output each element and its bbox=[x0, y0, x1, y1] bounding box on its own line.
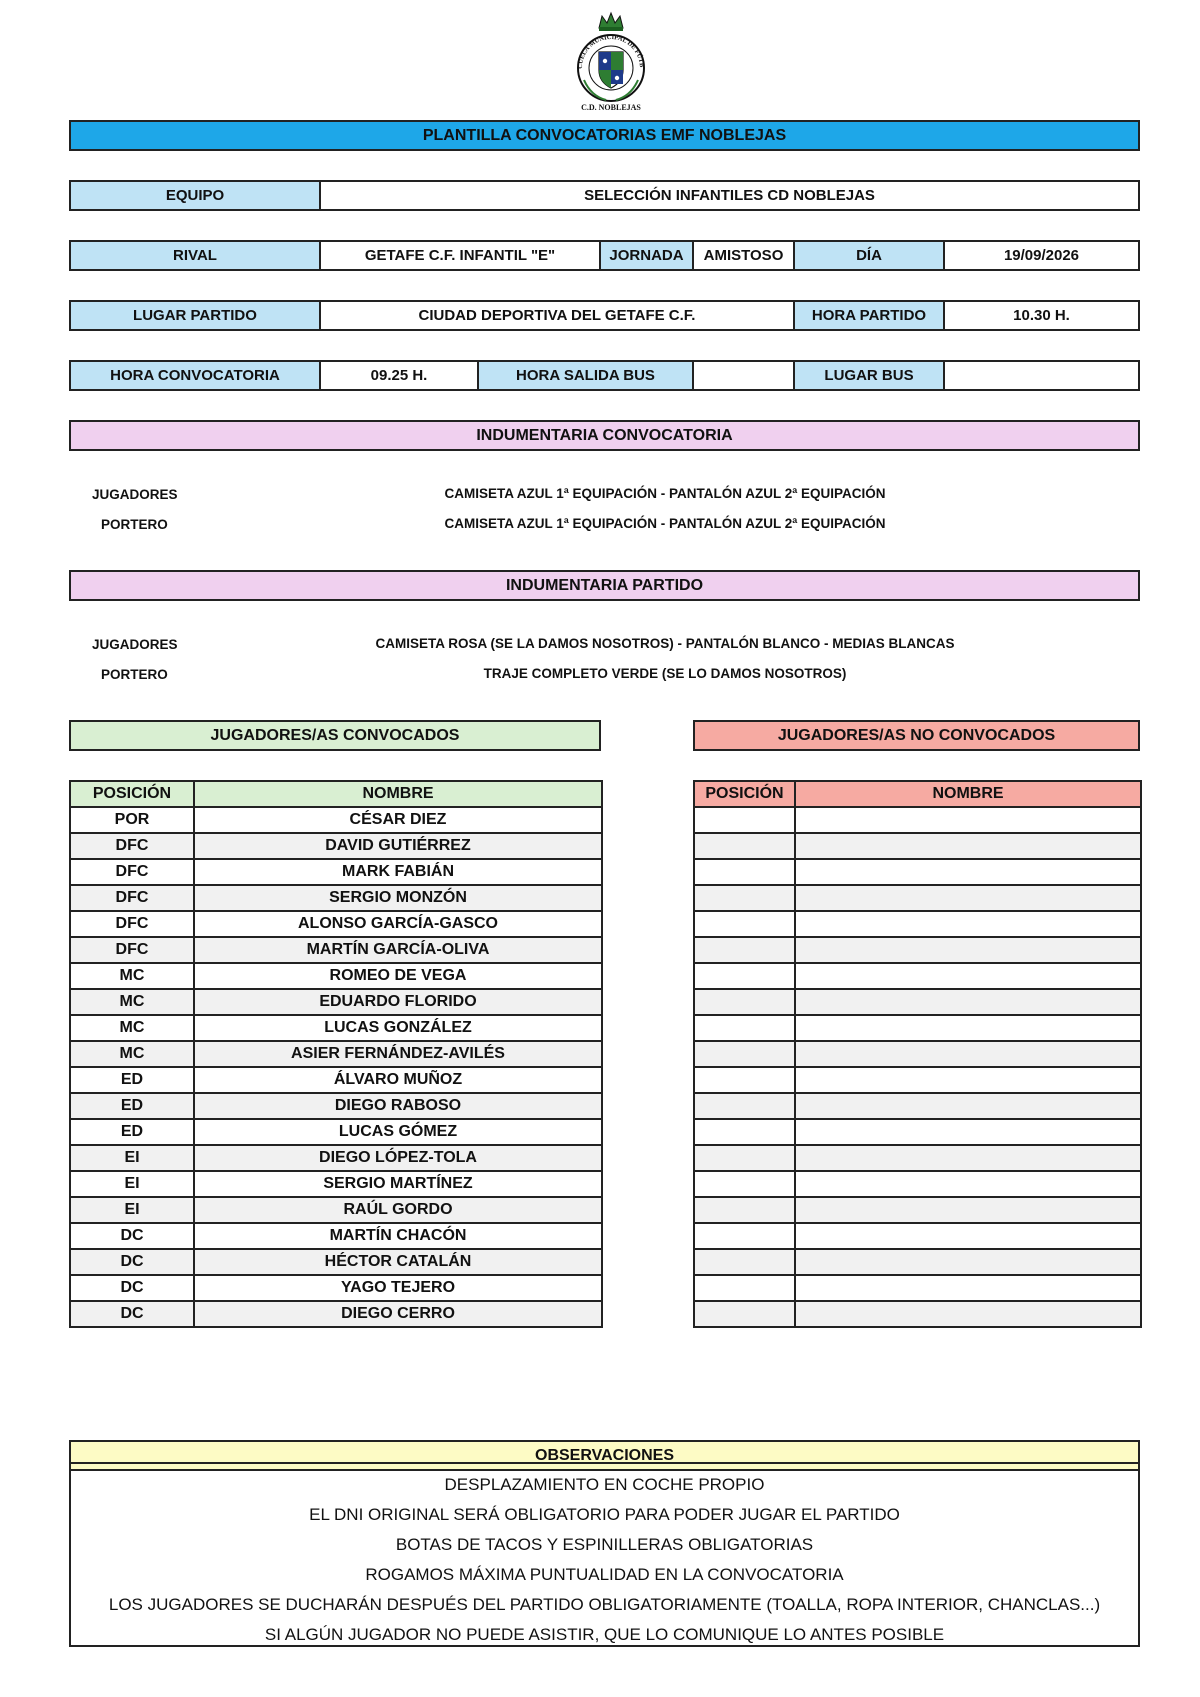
player-name-cell bbox=[795, 1145, 1141, 1171]
table-row bbox=[694, 1275, 1141, 1301]
position-cell: ED bbox=[70, 1067, 194, 1093]
team-label bbox=[69, 180, 321, 211]
table-row bbox=[694, 911, 1141, 937]
player-name-cell: RAÚL GORDO bbox=[194, 1197, 602, 1223]
player-name-cell: SERGIO MONZÓN bbox=[194, 885, 602, 911]
player-name-cell bbox=[795, 1249, 1141, 1275]
position-cell: EI bbox=[70, 1197, 194, 1223]
kit-match-title: INDUMENTARIA PARTIDO bbox=[505, 576, 704, 594]
table-row bbox=[694, 963, 1141, 989]
table-row bbox=[70, 963, 602, 989]
player-name-cell: HÉCTOR CATALÁN bbox=[194, 1249, 602, 1275]
table-row bbox=[70, 1301, 602, 1327]
kit-call-players-label: JUGADORES bbox=[92, 487, 178, 502]
kit-call-header bbox=[69, 420, 1140, 451]
lugar-bus-value bbox=[943, 360, 1140, 391]
player-name-cell: DIEGO LÓPEZ-TOLA bbox=[194, 1145, 602, 1171]
position-cell bbox=[694, 1223, 795, 1249]
observation-line: ROGAMOS MÁXIMA PUNTUALIDAD EN LA CONVOCATORIA bbox=[365, 1565, 844, 1584]
hora-partido-label-text: HORA PARTIDO bbox=[811, 307, 927, 324]
position-cell bbox=[694, 963, 795, 989]
player-name-cell bbox=[795, 807, 1141, 833]
kit-match-players-label: JUGADORES bbox=[92, 637, 178, 652]
player-name-cell: EDUARDO FLORIDO bbox=[194, 989, 602, 1015]
team-value bbox=[319, 180, 1140, 211]
jornada-label bbox=[599, 240, 694, 271]
not-called-title: JUGADORES/AS NO CONVOCADOS bbox=[777, 726, 1056, 744]
rival-value bbox=[319, 240, 601, 271]
hora-salida-bus-value bbox=[692, 360, 795, 391]
table-row bbox=[694, 1301, 1141, 1327]
position-cell: DFC bbox=[70, 859, 194, 885]
position-cell bbox=[694, 859, 795, 885]
table-row bbox=[70, 885, 602, 911]
position-cell: DFC bbox=[70, 911, 194, 937]
position-cell bbox=[694, 1197, 795, 1223]
lugar-bus-label bbox=[793, 360, 945, 391]
player-name-cell: MARTÍN CHACÓN bbox=[194, 1223, 602, 1249]
position-cell bbox=[694, 1275, 795, 1301]
table-row bbox=[70, 1067, 602, 1093]
position-cell bbox=[694, 1171, 795, 1197]
logo-club-name: C.D. NOBLEJAS bbox=[581, 103, 641, 112]
table-row bbox=[70, 807, 602, 833]
position-cell: MC bbox=[70, 963, 194, 989]
observations-title: OBSERVACIONES bbox=[535, 1446, 674, 1464]
jornada-value bbox=[692, 240, 795, 271]
player-name-cell: SERGIO MARTÍNEZ bbox=[194, 1171, 602, 1197]
table-row bbox=[694, 833, 1141, 859]
player-name-cell bbox=[795, 1041, 1141, 1067]
table-row bbox=[694, 1119, 1141, 1145]
called-table bbox=[69, 780, 603, 1328]
position-cell: MC bbox=[70, 1015, 194, 1041]
position-cell bbox=[694, 1301, 795, 1327]
table-row bbox=[694, 1015, 1141, 1041]
table-row bbox=[70, 1119, 602, 1145]
rival-value-text: GETAFE C.F. INFANTIL "E" bbox=[364, 247, 556, 264]
hora-salida-bus-label bbox=[477, 360, 694, 391]
column-header-position: POSICIÓN bbox=[694, 781, 795, 807]
observations-box bbox=[69, 1462, 1140, 1647]
player-name-cell: DIEGO RABOSO bbox=[194, 1093, 602, 1119]
player-name-cell bbox=[795, 963, 1141, 989]
table-row bbox=[694, 1145, 1141, 1171]
position-cell bbox=[694, 1015, 795, 1041]
kit-match-gk-value: TRAJE COMPLETO VERDE (SE LO DAMOS NOSOTROS) bbox=[483, 666, 847, 681]
player-name-cell: ROMEO DE VEGA bbox=[194, 963, 602, 989]
player-name-cell bbox=[795, 1067, 1141, 1093]
player-name-cell bbox=[795, 989, 1141, 1015]
lugar-partido-value bbox=[319, 300, 795, 331]
kit-call-gk-label: PORTERO bbox=[101, 517, 168, 532]
table-row bbox=[70, 1275, 602, 1301]
table-row bbox=[694, 859, 1141, 885]
called-header bbox=[69, 720, 601, 751]
kit-match-players-value: CAMISETA ROSA (SE LA DAMOS NOSOTROS) - PANTALÓN BLANCO - MEDIAS BLANCAS bbox=[375, 636, 955, 651]
called-title: JUGADORES/AS CONVOCADOS bbox=[210, 726, 460, 744]
table-row bbox=[694, 1041, 1141, 1067]
player-name-cell bbox=[795, 911, 1141, 937]
lugar-partido-label bbox=[69, 300, 321, 331]
table-row bbox=[70, 1015, 602, 1041]
table-row bbox=[70, 911, 602, 937]
position-cell bbox=[694, 1145, 795, 1171]
lugar-partido-value-text: CIUDAD DEPORTIVA DEL GETAFE C.F. bbox=[418, 307, 696, 324]
column-header-position: POSICIÓN bbox=[70, 781, 194, 807]
column-header-name: NOMBRE bbox=[795, 781, 1141, 807]
jornada-value-text: AMISTOSO bbox=[703, 247, 784, 264]
table-row bbox=[694, 1249, 1141, 1275]
logo-arc-text: CUELA MUNICIPAL DE FÚTB bbox=[576, 33, 646, 69]
player-name-cell bbox=[795, 937, 1141, 963]
position-cell: ED bbox=[70, 1119, 194, 1145]
dia-value bbox=[943, 240, 1140, 271]
position-cell: DFC bbox=[70, 885, 194, 911]
table-row bbox=[70, 1145, 602, 1171]
position-cell: DC bbox=[70, 1275, 194, 1301]
lugar-bus-label-text: LUGAR BUS bbox=[824, 367, 914, 384]
position-cell: DC bbox=[70, 1249, 194, 1275]
position-cell: POR bbox=[70, 807, 194, 833]
player-name-cell: ALONSO GARCÍA-GASCO bbox=[194, 911, 602, 937]
player-name-cell bbox=[795, 1171, 1141, 1197]
called-table-header-row bbox=[70, 781, 602, 807]
observation-line: LOS JUGADORES SE DUCHARÁN DESPUÉS DEL PARTIDO OBLIGATORIAMENTE (TOALLA, ROPA INTERIOR, CHANCLAS...) bbox=[108, 1595, 1101, 1614]
observation-line: SI ALGÚN JUGADOR NO PUEDE ASISTIR, QUE LO COMUNIQUE LO ANTES POSIBLE bbox=[264, 1625, 945, 1644]
observation-line: EL DNI ORIGINAL SERÁ OBLIGATORIO PARA PODER JUGAR EL PARTIDO bbox=[309, 1505, 900, 1524]
position-cell: MC bbox=[70, 1041, 194, 1067]
crown-icon bbox=[599, 13, 623, 31]
table-row bbox=[70, 1041, 602, 1067]
position-cell: DC bbox=[70, 1301, 194, 1327]
kit-call-title: INDUMENTARIA CONVOCATORIA bbox=[476, 426, 733, 444]
observation-line: BOTAS DE TACOS Y ESPINILLERAS OBLIGATORIAS bbox=[395, 1535, 814, 1554]
hora-partido-value bbox=[943, 300, 1140, 331]
table-row bbox=[694, 1223, 1141, 1249]
position-cell: MC bbox=[70, 989, 194, 1015]
not-called-header bbox=[693, 720, 1140, 751]
rival-label-text: RIVAL bbox=[173, 247, 217, 264]
position-cell bbox=[694, 937, 795, 963]
player-name-cell bbox=[795, 859, 1141, 885]
hora-convocatoria-label bbox=[69, 360, 321, 391]
kit-call-players-value: CAMISETA AZUL 1ª EQUIPACIÓN - PANTALÓN AZUL 2ª EQUIPACIÓN bbox=[444, 486, 886, 501]
observation-line: DESPLAZAMIENTO EN COCHE PROPIO bbox=[444, 1475, 765, 1494]
position-cell bbox=[694, 1119, 795, 1145]
hora-partido-value-text: 10.30 H. bbox=[1013, 307, 1070, 324]
player-name-cell: YAGO TEJERO bbox=[194, 1275, 602, 1301]
position-cell bbox=[694, 1041, 795, 1067]
team-value-text: SELECCIÓN INFANTILES CD NOBLEJAS bbox=[584, 187, 875, 204]
table-row bbox=[694, 1093, 1141, 1119]
column-header-name: NOMBRE bbox=[194, 781, 602, 807]
page-title bbox=[69, 120, 1140, 151]
player-name-cell bbox=[795, 1275, 1141, 1301]
player-name-cell: DAVID GUTIÉRREZ bbox=[194, 833, 602, 859]
player-name-cell bbox=[795, 1301, 1141, 1327]
player-name-cell: DIEGO CERRO bbox=[194, 1301, 602, 1327]
table-row bbox=[70, 859, 602, 885]
not-called-table bbox=[693, 780, 1142, 1328]
position-cell: DC bbox=[70, 1223, 194, 1249]
player-name-cell bbox=[795, 1093, 1141, 1119]
position-cell bbox=[694, 911, 795, 937]
player-name-cell: LUCAS GONZÁLEZ bbox=[194, 1015, 602, 1041]
hora-partido-label bbox=[793, 300, 945, 331]
position-cell: EI bbox=[70, 1171, 194, 1197]
player-name-cell: CÉSAR DIEZ bbox=[194, 807, 602, 833]
dia-value-text: 19/09/2026 bbox=[1003, 247, 1080, 264]
table-row bbox=[70, 1197, 602, 1223]
table-row bbox=[694, 885, 1141, 911]
table-row bbox=[694, 807, 1141, 833]
rival-label bbox=[69, 240, 321, 271]
hora-convocatoria-value bbox=[319, 360, 479, 391]
table-row bbox=[694, 1171, 1141, 1197]
player-name-cell bbox=[795, 1223, 1141, 1249]
table-row bbox=[70, 937, 602, 963]
position-cell: DFC bbox=[70, 937, 194, 963]
position-cell bbox=[694, 885, 795, 911]
hora-convocatoria-value-text: 09.25 H. bbox=[370, 367, 428, 384]
table-row bbox=[694, 937, 1141, 963]
not-called-table-header-row bbox=[694, 781, 1141, 807]
table-row bbox=[694, 1067, 1141, 1093]
hora-convocatoria-label-text: HORA CONVOCATORIA bbox=[110, 367, 280, 384]
player-name-cell bbox=[795, 1119, 1141, 1145]
table-row bbox=[70, 1223, 602, 1249]
player-name-cell bbox=[795, 1197, 1141, 1223]
player-name-cell bbox=[795, 885, 1141, 911]
jornada-label-text: JORNADA bbox=[609, 247, 684, 264]
team-label-text: EQUIPO bbox=[165, 187, 225, 204]
table-row bbox=[70, 1093, 602, 1119]
table-row bbox=[70, 833, 602, 859]
player-name-cell: LUCAS GÓMEZ bbox=[194, 1119, 602, 1145]
player-name-cell: ÁLVARO MUÑOZ bbox=[194, 1067, 602, 1093]
player-name-cell: MARTÍN GARCÍA-OLIVA bbox=[194, 937, 602, 963]
table-row bbox=[694, 1197, 1141, 1223]
player-name-cell: MARK FABIÁN bbox=[194, 859, 602, 885]
position-cell: ED bbox=[70, 1093, 194, 1119]
page-title-text: PLANTILLA CONVOCATORIAS EMF NOBLEJAS bbox=[422, 126, 787, 144]
position-cell bbox=[694, 1249, 795, 1275]
kit-call-gk-value: CAMISETA AZUL 1ª EQUIPACIÓN - PANTALÓN AZUL 2ª EQUIPACIÓN bbox=[444, 516, 886, 531]
table-row bbox=[70, 989, 602, 1015]
position-cell bbox=[694, 833, 795, 859]
player-name-cell: ASIER FERNÁNDEZ-AVILÉS bbox=[194, 1041, 602, 1067]
position-cell bbox=[694, 1067, 795, 1093]
position-cell: EI bbox=[70, 1145, 194, 1171]
position-cell bbox=[694, 989, 795, 1015]
kit-match-gk-label: PORTERO bbox=[101, 667, 168, 682]
dia-label bbox=[793, 240, 945, 271]
lugar-partido-label-text: LUGAR PARTIDO bbox=[133, 307, 257, 324]
table-row bbox=[70, 1171, 602, 1197]
dia-label-text: DÍA bbox=[856, 247, 882, 264]
position-cell: DFC bbox=[70, 833, 194, 859]
player-name-cell bbox=[795, 1015, 1141, 1041]
position-cell bbox=[694, 807, 795, 833]
club-crest-logo bbox=[566, 8, 656, 113]
table-row bbox=[70, 1249, 602, 1275]
kit-match-header bbox=[69, 570, 1140, 601]
table-row bbox=[694, 989, 1141, 1015]
player-name-cell bbox=[795, 833, 1141, 859]
hora-salida-bus-label-text: HORA SALIDA BUS bbox=[516, 367, 655, 384]
position-cell bbox=[694, 1093, 795, 1119]
